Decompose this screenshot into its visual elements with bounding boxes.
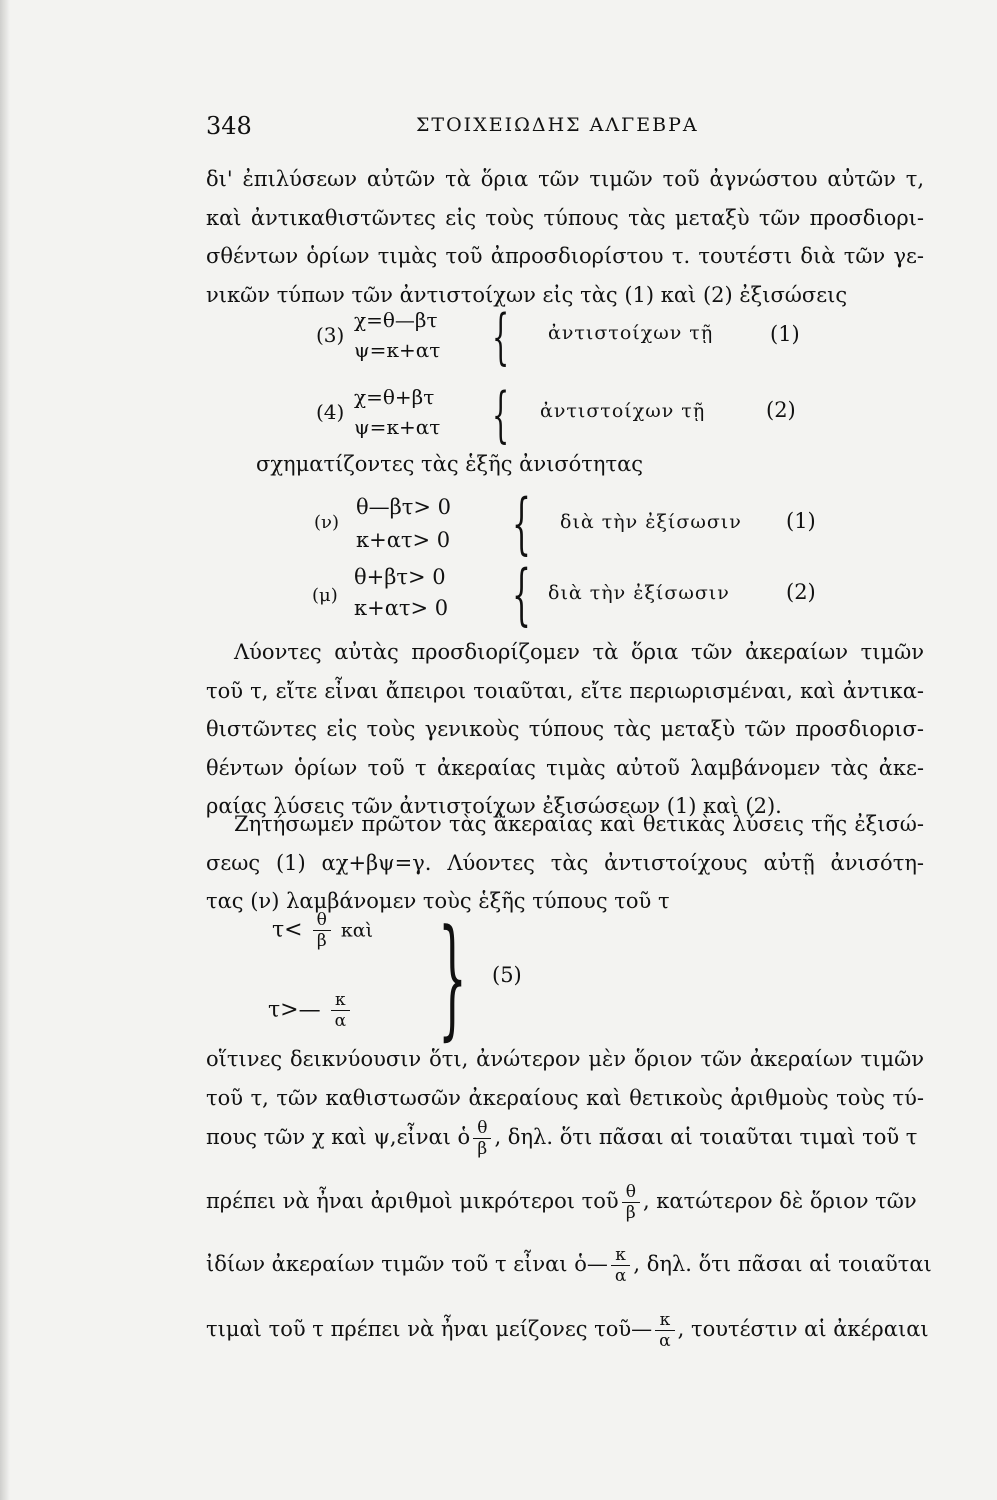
fraction [313, 910, 331, 951]
inequality-line: κ+ατ> 0 [354, 596, 449, 620]
inequality-label: (μ) [312, 585, 338, 606]
correspondence-text: διὰ τὴν ἐξίσωσιν [560, 511, 742, 533]
conjunction: καὶ [340, 919, 374, 942]
brace: { [512, 485, 531, 562]
equation-label: (4) [316, 400, 345, 424]
inequality-line: θ—βτ> 0 [356, 495, 452, 519]
text-line: τοῦ τ, εἴτε εἶναι ἄπειροι τοιαῦται, εἴτε περιωρισμέναι, καὶ ἀντικα- [206, 678, 924, 703]
brace: { [512, 556, 531, 633]
fraction-denominator: β [477, 1139, 488, 1159]
page-edge [0, 0, 10, 1500]
text-line-with-fraction [206, 1118, 924, 1159]
page-header [206, 112, 926, 142]
correspondence-text: ἀντιστοίχων τῇ [540, 400, 706, 422]
brace: } [438, 901, 467, 1053]
brace: { [492, 380, 510, 450]
text-segment: , δηλ. ὅτι πᾶσαι αἱ τοιαῦται τιμαὶ τοῦ τ [494, 1125, 918, 1149]
text-line: σθέντων ὁρίων τιμὰς τοῦ ἀπροσδιορίστου τ. τουτέστι διὰ τῶν γε- [206, 244, 924, 268]
fraction [331, 990, 350, 1031]
text-segment: πρέπει νὰ ἦναι ἀριθμοὶ μικρότεροι τοῦ [206, 1189, 619, 1213]
equation-line: χ=θ+βτ [354, 385, 435, 409]
equation-reference: (2) [786, 580, 816, 604]
correspondence-text: διὰ τὴν ἐξίσωσιν [548, 582, 730, 604]
paragraph-1 [206, 160, 924, 314]
brace: { [492, 302, 510, 372]
paragraph-3 [206, 805, 924, 921]
running-title: ΣΤΟΙΧΕΙΩΔΗΣ ΑΛΓΕΒΡΑ [416, 114, 699, 136]
text-line-with-fraction [206, 1245, 932, 1286]
text-line: δι' ἐπιλύσεων αὐτῶν τὰ ὅρια τῶν τιμῶν τοῦ ἀγνώστου αὐτῶν τ, [206, 167, 924, 191]
inequality-line [268, 990, 353, 1031]
text-line: οἵτινες δεικνύουσιν ὅτι, ἀνώτερον μὲν ὅριον τῶν ἀκεραίων τιμῶν [206, 1047, 924, 1071]
text-segment: τιμαὶ τοῦ τ πρέπει νὰ ἦναι μείζονες τοῦ— [206, 1317, 653, 1341]
fraction [611, 1245, 630, 1286]
fraction-denominator: α [334, 1011, 347, 1031]
text-line: Ζητήσωμεν πρῶτον τὰς ἀκεραίας καὶ θετικὰς λύσεις τῆς ἐξισώ- [234, 812, 924, 836]
inequalities-intro: σχηματίζοντες τὰς ἑξῆς ἀνισότητας [256, 452, 644, 476]
fraction-denominator: α [614, 1266, 627, 1286]
equation-reference: (2) [766, 398, 796, 422]
page-number: 348 [206, 112, 252, 140]
text-segment: ἰδίων ἀκεραίων τιμῶν τοῦ τ εἶναι ὁ— [206, 1252, 608, 1276]
equation-line: χ=θ—βτ [354, 308, 438, 332]
text-line: Λύοντες αὐτὰς προσδιορίζομεν τὰ ὅρια τῶν ἀκεραίων τιμῶν [234, 640, 924, 664]
equation-reference: (1) [786, 509, 816, 533]
text-segment: , δηλ. ὅτι πᾶσαι αἱ τοιαῦται [633, 1252, 932, 1276]
equation-line: ψ=κ+ατ [354, 415, 441, 439]
equation-line: ψ=κ+ατ [354, 338, 441, 362]
inequality-label: (ν) [314, 512, 339, 533]
inequality-lhs: τ< [272, 917, 303, 943]
text-segment: πους τῶν χ καὶ ψ,εἶναι ὁ [206, 1125, 471, 1149]
text-line: τας (ν) λαμβάνομεν τοὺς ἑξῆς τύπους τοῦ τ [206, 889, 670, 913]
text-line: θιστῶντες εἰς τοὺς γενικοὺς τύπους τὰς μεταξὺ τῶν προσδιορισ- [206, 717, 924, 741]
equation-reference: (5) [492, 963, 522, 987]
fraction [622, 1182, 640, 1223]
text-line-with-fraction [206, 1182, 924, 1223]
inequality-line: θ+βτ> 0 [354, 565, 446, 589]
text-line: τοῦ τ, τῶν καθιστωσῶν ἀκεραίους καὶ θετικοὺς ἀριθμοὺς τοὺς τύ- [206, 1085, 924, 1110]
text-line: θέντων ὁρίων τοῦ τ ἀκεραίας τιμὰς αὐτοῦ λαμβάνομεν τὰς ἀκε- [206, 755, 924, 780]
text-line: ραίας λύσεις τῶν ἀντιστοίχων ἐξισώσεων (1) καὶ (2). [206, 794, 782, 818]
paragraph-2 [206, 633, 924, 826]
fraction-denominator: β [316, 931, 327, 951]
text-line: καὶ ἀντικαθιστῶντες εἰς τοὺς τύπους τὰς μεταξὺ τῶν προσδιορι- [206, 205, 924, 230]
correspondence-text: ἀντιστοίχων τῇ [548, 322, 714, 344]
fraction-numerator: κ [331, 990, 350, 1011]
fraction-numerator: κ [611, 1245, 630, 1266]
fraction-denominator: α [659, 1331, 671, 1351]
paragraph-4 [206, 1040, 924, 1117]
text-line-with-fraction [206, 1310, 929, 1351]
fraction-numerator: θ [622, 1182, 640, 1203]
fraction-numerator: θ [473, 1118, 491, 1139]
inequality-line: κ+ατ> 0 [356, 528, 451, 552]
fraction-numerator: κ [655, 1310, 674, 1331]
text-line: νικῶν τύπων τῶν ἀντιστοίχων εἰς τὰς (1) καὶ (2) ἐξισώσεις [206, 282, 848, 307]
fraction [473, 1118, 491, 1159]
equation-label: (3) [316, 323, 345, 347]
fraction-denominator: β [625, 1203, 636, 1223]
inequality-lhs: τ>— [268, 997, 321, 1023]
text-line: σεως (1) αχ+βψ=γ. Λύοντες τὰς ἀντιστοίχους αὐτῇ ἀνισότη- [206, 850, 924, 875]
fraction-numerator: θ [313, 910, 331, 931]
text-segment: , τουτέστιν αἱ ἀκέραιαι [677, 1317, 929, 1341]
text-segment: , κατώτερον δὲ ὅριον τῶν [642, 1189, 917, 1213]
fraction [655, 1310, 674, 1351]
equation-reference: (1) [770, 322, 800, 346]
inequality-line [272, 910, 373, 951]
